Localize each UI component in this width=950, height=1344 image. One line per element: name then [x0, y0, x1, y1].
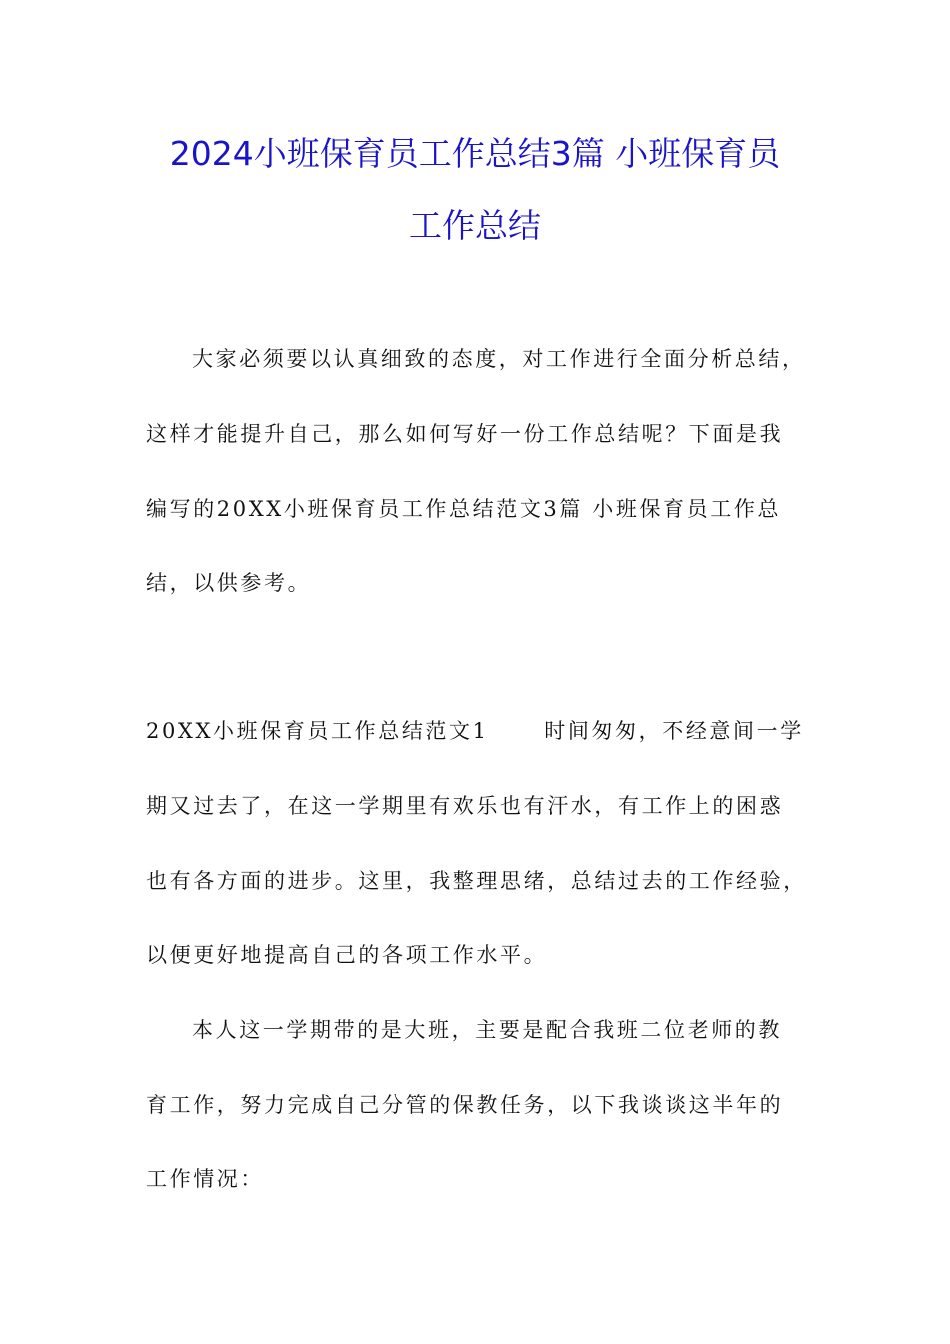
intro-line-4: 结，以供参考。 — [146, 571, 312, 595]
section1-line-2: 期又过去了，在这一学期里有欢乐也有汗水，有工作上的困惑 — [146, 794, 784, 818]
document-title-line-2: 工作总结 — [409, 206, 541, 245]
intro-line-1: 大家必须要以认真细致的态度，对工作进行全面分析总结， — [192, 347, 806, 371]
section1-line-4: 以便更好地提高自己的各项工作水平。 — [146, 943, 548, 967]
section1-line-3: 也有各方面的进步。这里，我整理思绪，总结过去的工作经验， — [146, 869, 807, 893]
document-title-line-1: 2024小班保育员工作总结3篇 小班保育员 — [169, 134, 781, 173]
section1-line-1: 20XX小班保育员工作总结范文1 时间匆匆，不经意间一学 — [146, 719, 804, 743]
section2-line-2: 育工作，努力完成自己分管的保教任务，以下我谈谈这半年的 — [146, 1093, 784, 1117]
section2-line-3: 工作情况： — [146, 1167, 264, 1191]
intro-line-3: 编写的20XX小班保育员工作总结范文3篇 小班保育员工作总 — [146, 497, 782, 521]
section2-line-1: 本人这一学期带的是大班，主要是配合我班二位老师的教 — [192, 1018, 782, 1042]
intro-line-2: 这样才能提升自己，那么如何写好一份工作总结呢？下面是我 — [146, 422, 784, 446]
